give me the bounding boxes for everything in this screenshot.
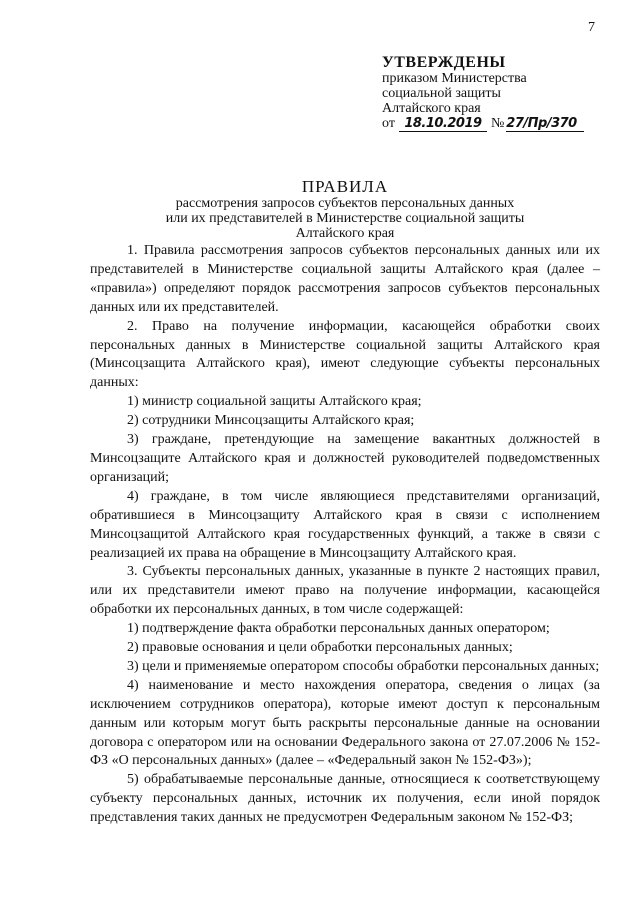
paragraph: 2. Право на получение информации, касающейся обработки своих персональных данных в Министерстве социальной защиты Алтайского края (Минсоцзащита Алтайского края), имеют следующие субъекты персональных данных: (90, 318, 600, 391)
document-subtitle-2: или их представителей в Министерстве социальной защиты (165, 211, 525, 226)
document-subtitle-1: рассмотрения запросов субъектов персональных данных (175, 196, 515, 211)
approval-title: УТВЕРЖДЕНЫ (382, 54, 506, 71)
paragraph: 1. Правила рассмотрения запросов субъектов персональных данных или их представителей в Министерстве социальной защиты Алтайского края (далее – «правила») определяют порядок рассмотрения запросов субъектов персональных данных или их представителей. (90, 243, 600, 315)
date-prefix: от (382, 116, 395, 131)
number-prefix: № (490, 116, 505, 131)
paragraph: 3) граждане, претендующие на замещение вакантных должностей в Минсоцзащите Алтайского края и должностей руководителей подведомственных организаций; (90, 432, 600, 485)
paragraph: 1) подтверждение факта обработки персональных данных оператором; (127, 621, 550, 637)
paragraph: 4) граждане, в том числе являющиеся представителями организаций, обратившиеся в Минсоцзащиту Алтайского края в связи с исполнением Минсоцзащитой Алтайского края государственных функций, а также в связи с реализацией их права на обращение в Минсоцзащиту Алтайского края. (90, 488, 600, 561)
paragraph: 1) министр социальной защиты Алтайского края; (127, 394, 422, 410)
document-heading (90, 178, 600, 241)
paragraph: 5) обрабатываемые персональные данные, относящиеся к соответствующему субъекту персональных данных, источник их получения, если иной порядок представления таких данных не предусмотрен Федеральным законом № 152-ФЗ; (90, 772, 600, 826)
paragraph: 4) наименование и место нахождения оператора, сведения о лицах (за исключением сотрудников оператора), которые имеют доступ к персональным данным или которым могут быть раскрыты персональные данные на основании договора с оператором или на основании Федерального закона от 27.07.2006 № 152-ФЗ «О персональных данных» (далее – «Федеральный закон № 152-ФЗ»); (90, 677, 600, 769)
approval-date-line (382, 116, 627, 132)
approval-line-3: Алтайского края (382, 101, 481, 116)
paragraph: 2) сотрудники Минсоцзащиты Алтайского края; (127, 413, 415, 429)
paragraph: 3. Субъекты персональных данных, указанные в пункте 2 настоящих правил, или их представители имеют право на получение информации, касающейся обработки их персональных данных, в том числе содержащей: (90, 564, 600, 618)
document-body (90, 242, 600, 828)
paragraph: 3) цели и применяемые оператором способы обработки персональных данных; (127, 658, 600, 674)
document-subtitle-3: Алтайского края (295, 226, 395, 241)
approval-line-1: приказом Министерства (382, 71, 527, 86)
approval-line-2: социальной защиты (382, 86, 501, 101)
document-title: ПРАВИЛА (301, 177, 389, 196)
approval-stamp (382, 54, 627, 132)
handwritten-number: 27/Пр/370 (506, 116, 584, 132)
handwritten-date: 18.10.2019 (399, 116, 487, 132)
page-number: 7 (588, 20, 595, 35)
paragraph: 2) правовые основания и цели обработки персональных данных; (127, 640, 513, 656)
